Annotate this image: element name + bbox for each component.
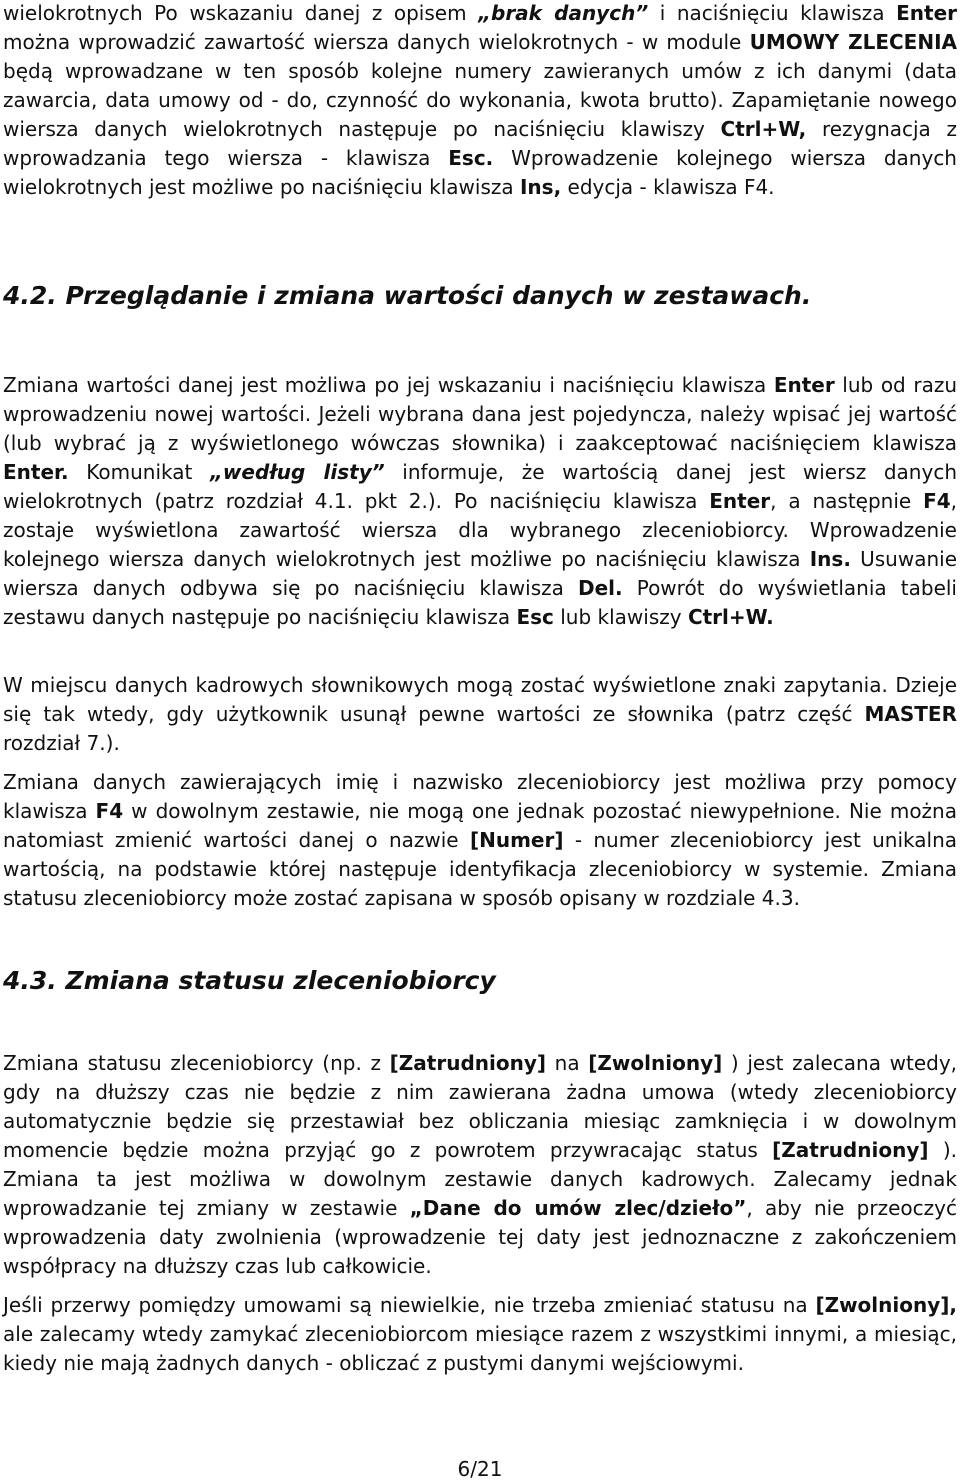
text-run: w dowolnym zestawie, nie mogą one jednak pozostać niewypełnione. Nie można natomiast zmienić wartości danej o nazwie xyxy=(3,799,957,852)
text-run: - numer zleceniobiorcy jest unikalna wartością, na podstawie której następuje identyfikacja zleceniobiorcy w systemie. Zmiana statusu zleceniobiorcy może zostać zapisana w sposób opisany w rozdziale 4.3. xyxy=(3,828,958,910)
section-heading-4-3: 4.3. Zmiana statusu zleceniobiorcy xyxy=(3,966,496,995)
key-enter: Enter xyxy=(773,373,835,397)
emphasis-brak-danych: „brak danych” xyxy=(478,1,649,25)
key-esc: Esc. xyxy=(448,146,494,170)
text-run: Zmiana danych zawierających imię i nazwisko zleceniobiorcy jest możliwa przy pomocy klawisza xyxy=(3,770,957,823)
text-run: Powrót do wyświetlania tabeli zestawu danych następuje po naciśnięciu klawisza xyxy=(3,576,957,629)
text-run: wielokrotnych Po wskazaniu danej z opisem xyxy=(3,1,479,25)
text-run: na xyxy=(546,1051,589,1075)
key-ins: Ins. xyxy=(809,547,851,571)
key-ins: Ins, xyxy=(519,175,562,199)
status-zatrudniony: [Zatrudniony] xyxy=(389,1051,547,1075)
paragraph-intro xyxy=(3,0,957,202)
text-run: Komunikat xyxy=(68,460,211,484)
text-run: W miejscu danych kadrowych słownikowych mogą zostać wyświetlone znaki zapytania. Dzieje się tak wtedy, gdy użytkownik usunął pewne wartości ze słownika (patrz część xyxy=(3,673,957,726)
text-run: Usuwanie wiersza danych odbywa się po naciśnięciu klawisza xyxy=(3,547,957,600)
status-zwolniony: [Zwolniony] xyxy=(588,1051,723,1075)
emphasis-wedlug-listy: „według listy” xyxy=(210,460,385,484)
text-run: , aby nie przeoczyć wprowadzenia daty zwolnienia (wprowadzenie tej daty jest jednoznaczne z zakończeniem współpracy na dłuższy czas lub całkowicie. xyxy=(3,1196,957,1278)
key-enter: Enter xyxy=(896,1,957,25)
text-run: i naciśnięciu klawisza xyxy=(648,1,897,25)
key-ctrl-w: Ctrl+W, xyxy=(720,117,807,141)
text-run: można wprowadzić zawartość wiersza danych wielokrotnych - w module xyxy=(3,30,750,54)
key-esc: Esc xyxy=(516,605,554,629)
text-run: lub od razu wprowadzeniu nowej wartości. Jeżeli wybrana dana jest pojedyncza, należy wpisać jej wartość (lub wybrać ją z wyświetlonego wówczas słownika) i zaakceptować naciśnięciem klawisza xyxy=(3,373,957,455)
text-run: ale zalecamy wtedy zamykać zleceniobiorcom miesiące razem z wszystkimi innymi, a miesiąc, kiedy nie mają żadnych danych - obliczać z pustymi danymi wejściowymi. xyxy=(3,1322,957,1375)
text-run: informuje, że wartością danej jest wiersz danych wielokrotnych (patrz rozdział 4.1. pkt 2.). Po naciśnięciu klawisza xyxy=(3,460,957,513)
key-enter: Enter. xyxy=(3,460,69,484)
paragraph-4-2-name-change xyxy=(3,768,957,913)
paragraph-4-2-editing xyxy=(3,371,957,632)
module-name: UMOWY ZLECENIA xyxy=(749,30,957,54)
key-ctrl-w: Ctrl+W. xyxy=(687,605,774,629)
text-run: lub klawiszy xyxy=(553,605,688,629)
text-run: rozdział 7.). xyxy=(3,731,120,755)
text-run: Jeśli przerwy pomiędzy umowami są niewielkie, nie trzeba zmieniać statusu na xyxy=(3,1293,816,1317)
key-enter: Enter xyxy=(709,489,771,513)
text-run: edycja - klawisza F4. xyxy=(561,175,775,199)
paragraph-4-3-breaks xyxy=(3,1291,957,1378)
text-run: Wprowadzenie kolejnego wiersza danych wielokrotnych jest możliwe po naciśnięciu klawisza xyxy=(3,146,957,199)
page-number: 6/21 xyxy=(457,1457,503,1481)
text-run: ). Zmiana ta jest możliwa w dowolnym zestawie danych kadrowych. Zalecamy jednak wprowadzanie tej zmiany w zestawie xyxy=(3,1138,957,1220)
text-run: Zmiana statusu zleceniobiorcy (np. z xyxy=(3,1051,390,1075)
paragraph-4-3-status xyxy=(3,1049,957,1281)
text-run: rezygnacja z wprowadzania tego wiersza - klawisza xyxy=(3,117,957,170)
text-run: Zmiana wartości danej jest możliwa po jej wskazaniu i naciśnięciu klawisza xyxy=(3,373,774,397)
status-zwolniony: [Zwolniony], xyxy=(815,1293,957,1317)
status-zatrudniony: [Zatrudniony] xyxy=(772,1138,929,1162)
text-run: będą wprowadzane w ten sposób kolejne numery zawieranych umów z ich danymi (data zawarcia, data umowy od - do, czynność do wykonania, kwota brutto). Zapamiętanie nowego wiersza danych wielokrotnych następuje po naciśnięciu klawiszy xyxy=(3,59,957,141)
paragraph-4-2-question-marks xyxy=(3,671,957,758)
part-master: MASTER xyxy=(864,702,957,726)
text-run: , a następnie xyxy=(770,489,924,513)
key-del: Del. xyxy=(577,576,623,600)
key-f4: F4 xyxy=(923,489,951,513)
dataset-name: „Dane do umów zlec/dzieło” xyxy=(409,1196,747,1220)
text-run: , zostaje wyświetlona zawartość wiersza dla wybranego zleceniobiorcy. Wprowadzenie kolejnego wiersza danych wielokrotnych jest możliwe po naciśnięciu klawisza xyxy=(3,489,958,571)
text-run: ) jest zalecana wtedy, gdy na dłuższy czas nie będzie z nim zawierana żadna umowa (wtedy zleceniobiorcy automatycznie będzie się przestawiał bez obliczania miesiąc zamknięcia i w dowolnym momencie będzie można przyjąć go z powrotem przywracając status xyxy=(3,1051,958,1162)
field-numer: [Numer] xyxy=(469,828,564,852)
key-f4: F4 xyxy=(95,799,124,823)
section-heading-4-2: 4.2. Przeglądanie i zmiana wartości danych w zestawach. xyxy=(3,281,812,310)
